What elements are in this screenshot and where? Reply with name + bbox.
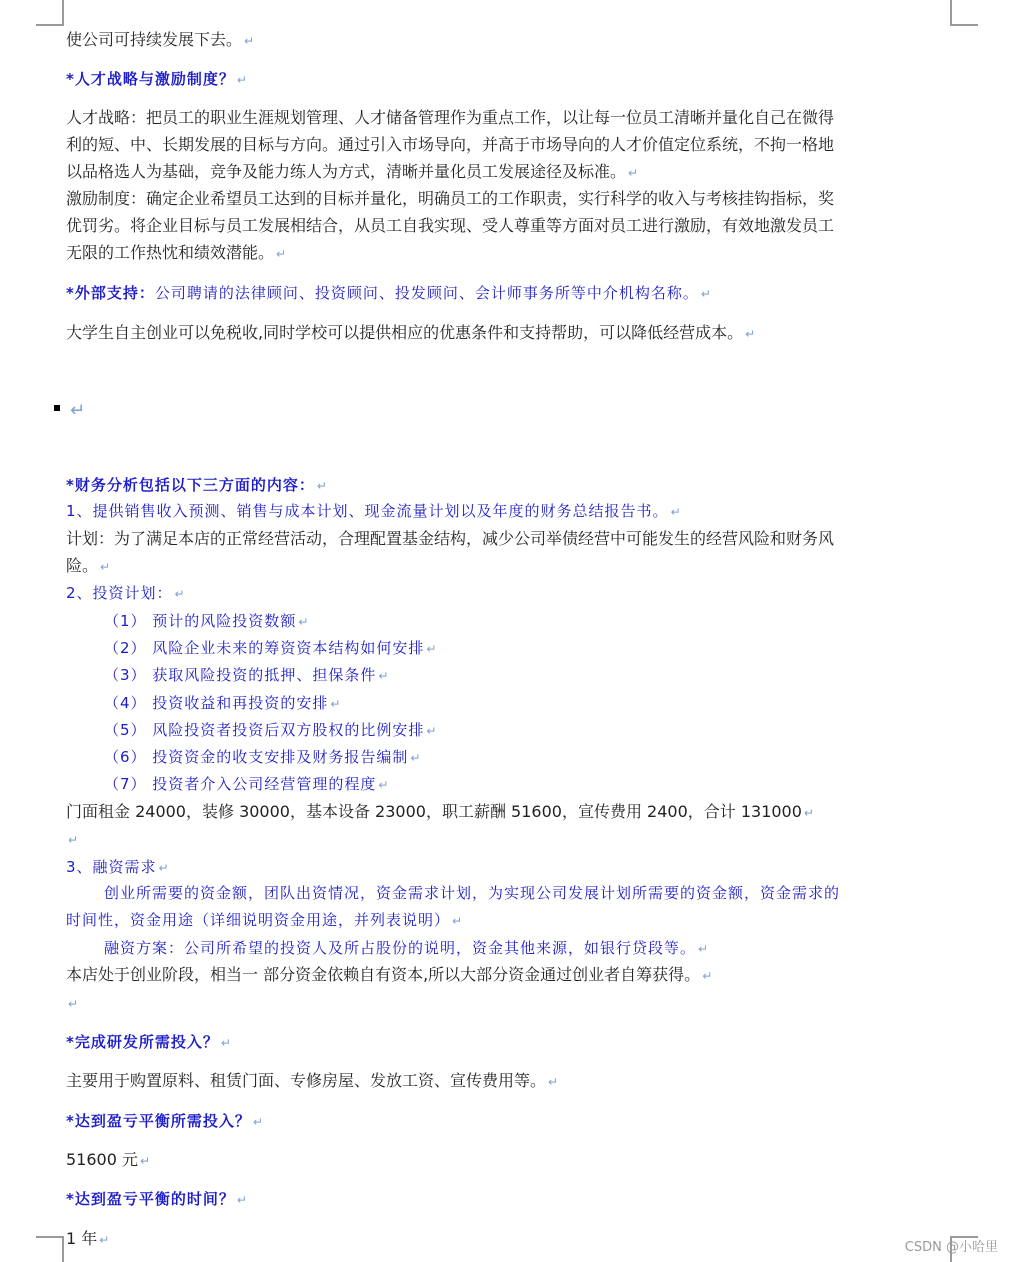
heading-bullet bbox=[54, 405, 60, 411]
sub-list-item: （4） 投资收益和再投资的安排 ↵ bbox=[104, 694, 341, 712]
sub-list-item: （3） 获取风险投资的抵押、担保条件 ↵ bbox=[104, 666, 389, 684]
list-item: 1、提供销售收入预测、销售与成本计划、现金流量计划以及年度的财务总结报告书。 ↵ bbox=[66, 502, 681, 520]
paragraph-line: 大学生自主创业可以免税收,同时学校可以提供相应的优惠条件和支持帮助，可以降低经营成本。 ↵ bbox=[66, 323, 756, 342]
paragraph-line: 险。 ↵ bbox=[66, 556, 111, 575]
page-corner-mark bbox=[36, 0, 64, 26]
paragraph-line: 人才战略：把员工的职业生涯规划管理、人才储备管理作为重点工作，以让每一位员工清晰并量化自己在微得 bbox=[66, 108, 835, 127]
paragraph-line: 优罚劣。将企业目标与员工发展相结合，从员工自我实现、受人尊重等方面对员工进行激励，有效地激发员工 bbox=[66, 216, 835, 235]
paragraph-line: 利的短、中、长期发展的目标与方向。通过引入市场导向，并高于市场导向的人才价值定位系统，不拘一格地 bbox=[66, 135, 835, 154]
paragraph-line: 主要用于购置原料、租赁门面、专修房屋、发放工资、宣传费用等。 ↵ bbox=[66, 1071, 559, 1090]
sub-list-item: （7） 投资者介入公司经营管理的程度 ↵ bbox=[104, 775, 389, 793]
page-corner-mark bbox=[36, 1236, 64, 1262]
section-heading: ↵ bbox=[70, 400, 86, 421]
paragraph-line: 计划：为了满足本店的正常经营活动，合理配置基金结构，减少公司举债经营中可能发生的经营风险和财务风 bbox=[66, 529, 835, 548]
paragraph-line: 1 年 ↵ bbox=[66, 1229, 110, 1248]
paragraph-line: 51600 元 ↵ bbox=[66, 1150, 151, 1169]
list-item: 3、融资需求 ↵ bbox=[66, 858, 169, 876]
section-question: *财务分析包括以下三方面的内容： ↵ bbox=[66, 476, 327, 494]
section-question: *完成研发所需投入？ ↵ bbox=[66, 1033, 231, 1051]
empty-paragraph: ↵ bbox=[68, 997, 79, 1011]
list-item: 2、投资计划： ↵ bbox=[66, 584, 185, 602]
paragraph-line: 以品格选人为基础，竞争及能力练人为方式，清晰并量化员工发展途径及标准。 ↵ bbox=[66, 162, 639, 181]
paragraph-line: 激励制度：确定企业希望员工达到的目标并量化，明确员工的工作职责，实行科学的收入与考核挂钩指标，奖 bbox=[66, 189, 835, 208]
watermark: CSDN @小哈里 bbox=[904, 1240, 998, 1255]
section-question: *达到盈亏平衡的时间？ ↵ bbox=[66, 1190, 247, 1208]
section-question: *人才战略与激励制度？ ↵ bbox=[66, 70, 247, 88]
section-question: *达到盈亏平衡所需投入？ ↵ bbox=[66, 1112, 263, 1130]
sub-list-item: （2） 风险企业未来的筹资资本结构如何安排 ↵ bbox=[104, 639, 437, 657]
paragraph-line: 无限的工作热忱和绩效潜能。 ↵ bbox=[66, 243, 287, 262]
paragraph-line: 使公司可持续发展下去。 ↵ bbox=[66, 30, 255, 49]
sub-list-item: （5） 风险投资者投资后双方股权的比例安排 ↵ bbox=[104, 721, 437, 739]
empty-paragraph: ↵ bbox=[68, 833, 79, 847]
budget-line: 门面租金 24000，装修 30000，基本设备 23000，职工薪酬 51600，宣传费用 2400，合计 131000 ↵ bbox=[66, 802, 814, 821]
page-corner-mark bbox=[950, 0, 978, 26]
paragraph-line: 融资方案：公司所希望的投资人及所占股份的说明，资金其他来源，如银行贷段等。 ↵ bbox=[104, 939, 709, 957]
external-support-line: *外部支持：公司聘请的法律顾问、投资顾问、投发顾问、会计师事务所等中介机构名称。 ↵ bbox=[66, 284, 711, 302]
paragraph-line: 本店处于创业阶段，相当一 部分资金依赖自有资本,所以大部分资金通过创业者自筹获得。 ↵ bbox=[66, 965, 713, 984]
sub-list-item: （1） 预计的风险投资数额 ↵ bbox=[104, 612, 309, 630]
paragraph-line: 时间性，资金用途（详细说明资金用途，并列表说明） ↵ bbox=[66, 911, 463, 929]
paragraph-line: 创业所需要的资金额，团队出资情况，资金需求计划，为实现公司发展计划所需要的资金额，资金需求的 bbox=[104, 884, 841, 902]
sub-list-item: （6） 投资资金的收支安排及财务报告编制 ↵ bbox=[104, 748, 421, 766]
